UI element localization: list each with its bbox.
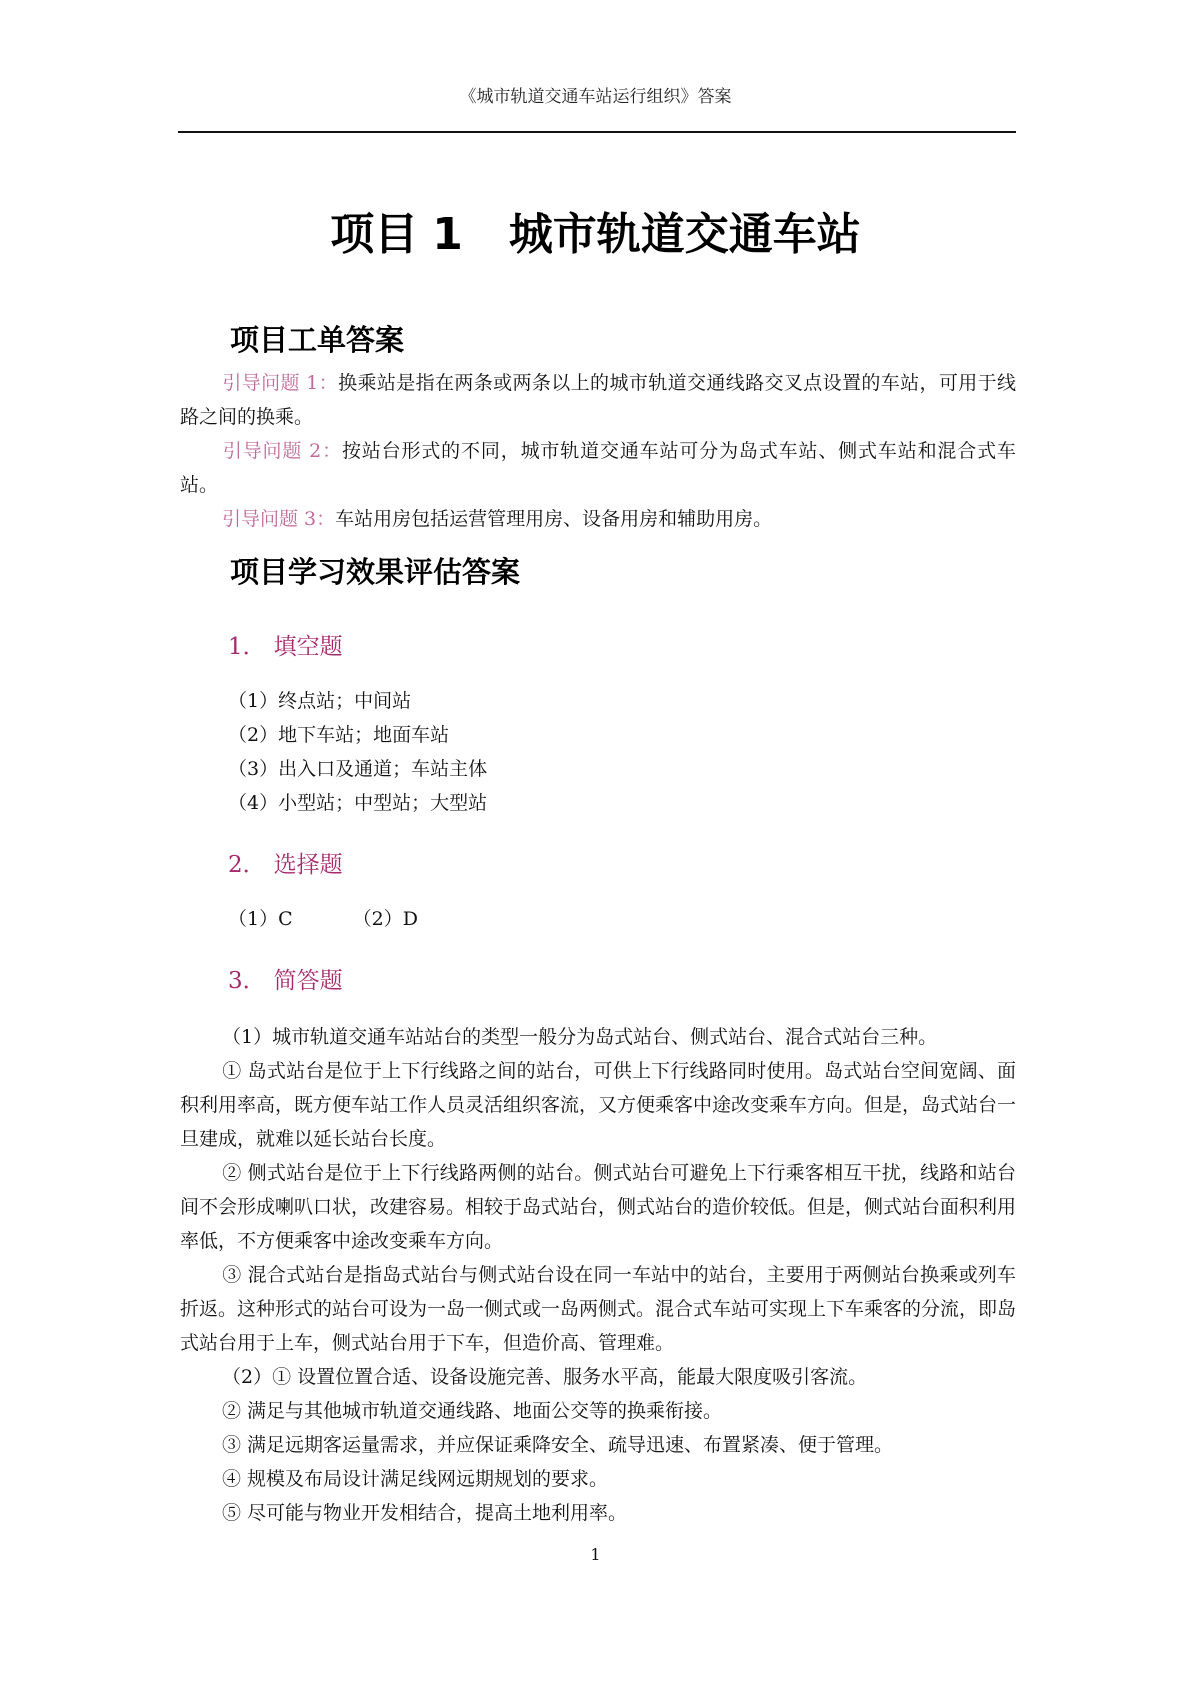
guide-text-1: 换乘站是指在两条或两条以上的城市轨道交通线路交叉点设置的车站，可用于线路之间的换乘。: [180, 372, 1016, 428]
title-prefix: 项目: [330, 209, 419, 260]
guide-question-3: [180, 502, 1016, 536]
fill-blank-num: 1．: [228, 634, 266, 660]
fill-answer-1: （1）终点站；中间站: [228, 690, 412, 712]
short-answer-num: 3．: [228, 968, 266, 994]
short-q1-point-2: ② 侧式站台是位于上下行线路两侧的站台。侧式站台可避免上下行乘客相互干扰，线路和站台间不会形成喇叭口状，改建容易。相较于岛式站台，侧式站台的造价较低。但是，侧式站台面积利用率低，不方便乘客中途改变乘车方向。: [180, 1162, 1017, 1252]
guide-text-2: 按站台形式的不同，城市轨道交通车站可分为岛式车站、侧式车站和混合式车站。: [180, 440, 1016, 496]
short-q2-point-2: ② 满足与其他城市轨道交通线路、地面公交等的换乘衔接。: [222, 1400, 723, 1422]
fill-answer-3: （3）出入口及通道；车站主体: [228, 758, 488, 780]
short-answer-title: 简答题: [273, 968, 343, 994]
guide-label-1: 引导问题 1：: [222, 372, 339, 394]
choice-answer-1: （1）C: [228, 908, 293, 930]
fill-answer-2: （2）地下车站；地面车站: [228, 724, 450, 746]
choice-answers: [228, 904, 418, 931]
title-number: 1: [432, 209, 463, 260]
short-q1-point-3: ③ 混合式站台是指岛式站台与侧式站台设在同一车站中的站台，主要用于两侧站台换乘或列车折返。这种形式的站台可设为一岛一侧式或一岛两侧式。混合式车站可实现上下车乘客的分流，即岛式站台用于上车，侧式站台用于下车，但造价高、管理难。: [180, 1264, 1017, 1354]
short-q2-point-1: （2）① 设置位置合适、设备设施完善、服务水平高，能最大限度吸引客流。: [222, 1366, 868, 1388]
choice-answer-2: （2）D: [352, 908, 418, 930]
short-q1-point-1: ① 岛式站台是位于上下行线路之间的站台，可供上下行线路同时使用。岛式站台空间宽阔、面积利用率高，既方便车站工作人员灵活组织客流，又方便乘客中途改变乘车方向。但是，岛式站台一旦建成，就难以延长站台长度。: [180, 1060, 1017, 1150]
short-q2-point-4: ④ 规模及布局设计满足线网远期规划的要求。: [222, 1468, 609, 1490]
header-rule: [178, 131, 1016, 133]
choice-num: 2．: [228, 852, 266, 878]
guide-label-3: 引导问题 3：: [222, 508, 336, 530]
guide-question-1: [180, 366, 1016, 434]
fill-blank-heading: [228, 628, 343, 661]
running-header: 《城市轨道交通车站运行组织》答案: [459, 87, 732, 107]
short-q2-point-5: ⑤ 尽可能与物业开发相结合，提高土地利用率。: [222, 1502, 628, 1524]
guide-question-2: [180, 434, 1016, 502]
guide-text-3: 车站用房包括运营管理用房、设备用房和辅助用房。: [335, 508, 773, 530]
short-q2-point-3: ③ 满足远期客运量需求，并应保证乘降安全、疏导迅速、布置紧凑、便于管理。: [222, 1434, 894, 1456]
fill-answer-4: （4）小型站；中型站；大型站: [228, 792, 488, 814]
guide-label-2: 引导问题 2：: [222, 440, 342, 462]
page-title: [0, 198, 1191, 262]
title-text: 城市轨道交通车站: [508, 209, 861, 260]
short-answer-heading: [228, 962, 343, 995]
page-number: 1: [590, 1545, 601, 1564]
choice-heading: [228, 846, 343, 879]
short-q1-intro: （1）城市轨道交通车站站台的类型一般分为岛式站台、侧式站台、混合式站台三种。: [222, 1026, 938, 1048]
fill-blank-title: 填空题: [273, 634, 343, 660]
workorder-heading: 项目工单答案: [230, 323, 405, 357]
choice-title: 选择题: [273, 852, 343, 878]
evaluation-heading: 项目学习效果评估答案: [230, 555, 521, 589]
